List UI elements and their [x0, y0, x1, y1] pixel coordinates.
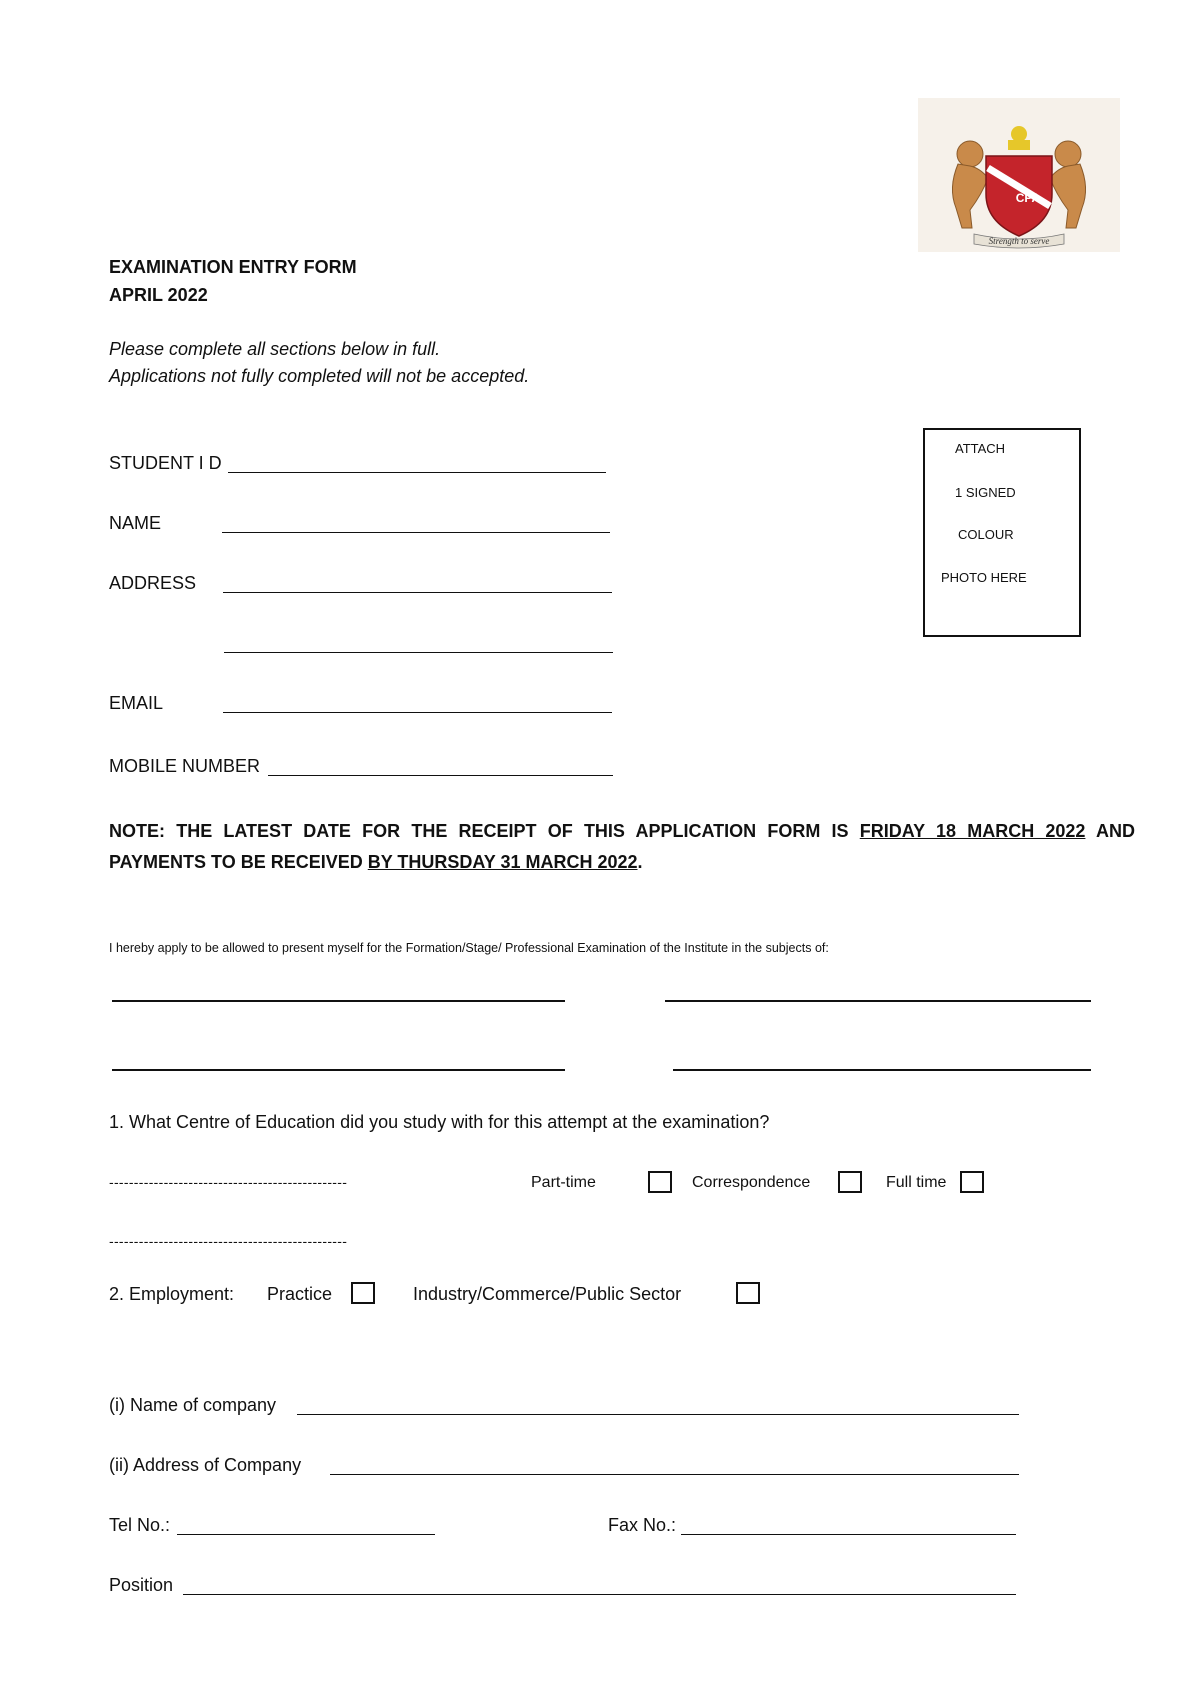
photo-attach-box[interactable] [923, 428, 1081, 637]
subject-field-1[interactable] [112, 1000, 565, 1002]
mobile-label: MOBILE NUMBER [109, 756, 261, 776]
address-field-2[interactable] [224, 652, 613, 653]
subject-field-3[interactable] [112, 1069, 565, 1071]
fax-field[interactable] [681, 1534, 1016, 1535]
address-field-1[interactable] [223, 592, 612, 593]
employment-label: 2. Employment: [109, 1284, 235, 1304]
note-part-2: AND [1095, 821, 1135, 841]
name-label: NAME [109, 513, 162, 533]
student-id-field[interactable] [228, 472, 606, 473]
position-label: Position [109, 1575, 174, 1595]
name-field[interactable] [222, 532, 610, 533]
tel-field[interactable] [177, 1534, 435, 1535]
company-name-field[interactable] [297, 1414, 1019, 1415]
industry-label: Industry/Commerce/Public Sector [413, 1284, 682, 1304]
correspondence-label: Correspondence [692, 1174, 811, 1191]
full-time-checkbox[interactable] [960, 1171, 984, 1193]
centre-field-2[interactable]: ------------------------------------------------ [109, 1234, 348, 1248]
company-address-label: (ii) Address of Company [109, 1455, 302, 1475]
photo-box-line-3: COLOUR [958, 527, 1014, 542]
address-label: ADDRESS [109, 573, 197, 593]
deadline-note [109, 816, 1135, 878]
tel-label: Tel No.: [109, 1515, 171, 1535]
photo-box-line-2: 1 SIGNED [955, 485, 1016, 500]
q1-question: 1. What Centre of Education did you study with for this attempt at the examination? [109, 1112, 770, 1132]
fax-label: Fax No.: [608, 1515, 677, 1535]
practice-label: Practice [267, 1284, 333, 1304]
company-name-label: (i) Name of company [109, 1395, 277, 1415]
email-label: EMAIL [109, 693, 164, 713]
form-subtitle: APRIL 2022 [109, 285, 208, 305]
part-time-checkbox[interactable] [648, 1171, 672, 1193]
note-part-1: NOTE: THE LATEST DATE FOR THE RECEIPT OF THIS APPLICATION FORM IS [109, 821, 849, 841]
photo-box-line-4: PHOTO HERE [941, 570, 1027, 585]
industry-checkbox[interactable] [736, 1282, 760, 1304]
student-id-label: STUDENT I D [109, 453, 222, 473]
mobile-field[interactable] [268, 775, 613, 776]
logo-motto: Strength to serve [988, 236, 1050, 246]
note-part-4: . [637, 852, 643, 872]
instruction-1: Please complete all sections below in full. [109, 339, 441, 359]
full-time-label: Full time [886, 1174, 947, 1191]
company-address-field[interactable] [330, 1474, 1019, 1475]
logo-text: CPA [1015, 191, 1041, 205]
part-time-label: Part-time [531, 1174, 596, 1191]
photo-box-line-1: ATTACH [955, 441, 1006, 456]
practice-checkbox[interactable] [351, 1282, 375, 1304]
centre-field-1[interactable]: ------------------------------------------------ [109, 1175, 348, 1189]
note-part-3: PAYMENTS TO BE RECEIVED [109, 852, 363, 872]
form-title: EXAMINATION ENTRY FORM [109, 257, 357, 277]
declaration-text: I hereby apply to be allowed to present myself for the Formation/Stage/ Professional Examination of the Institute in the subjects of: [109, 941, 829, 955]
subject-field-2[interactable] [665, 1000, 1091, 1002]
email-field[interactable] [223, 712, 612, 713]
note-date-1: FRIDAY 18 MARCH 2022 [859, 821, 1086, 841]
instruction-2: Applications not fully completed will not be accepted. [109, 366, 530, 386]
subject-field-4[interactable] [673, 1069, 1091, 1071]
note-date-2: BY THURSDAY 31 MARCH 2022 [367, 852, 638, 872]
cpa-logo [918, 98, 1120, 252]
position-field[interactable] [183, 1594, 1016, 1595]
correspondence-checkbox[interactable] [838, 1171, 862, 1193]
